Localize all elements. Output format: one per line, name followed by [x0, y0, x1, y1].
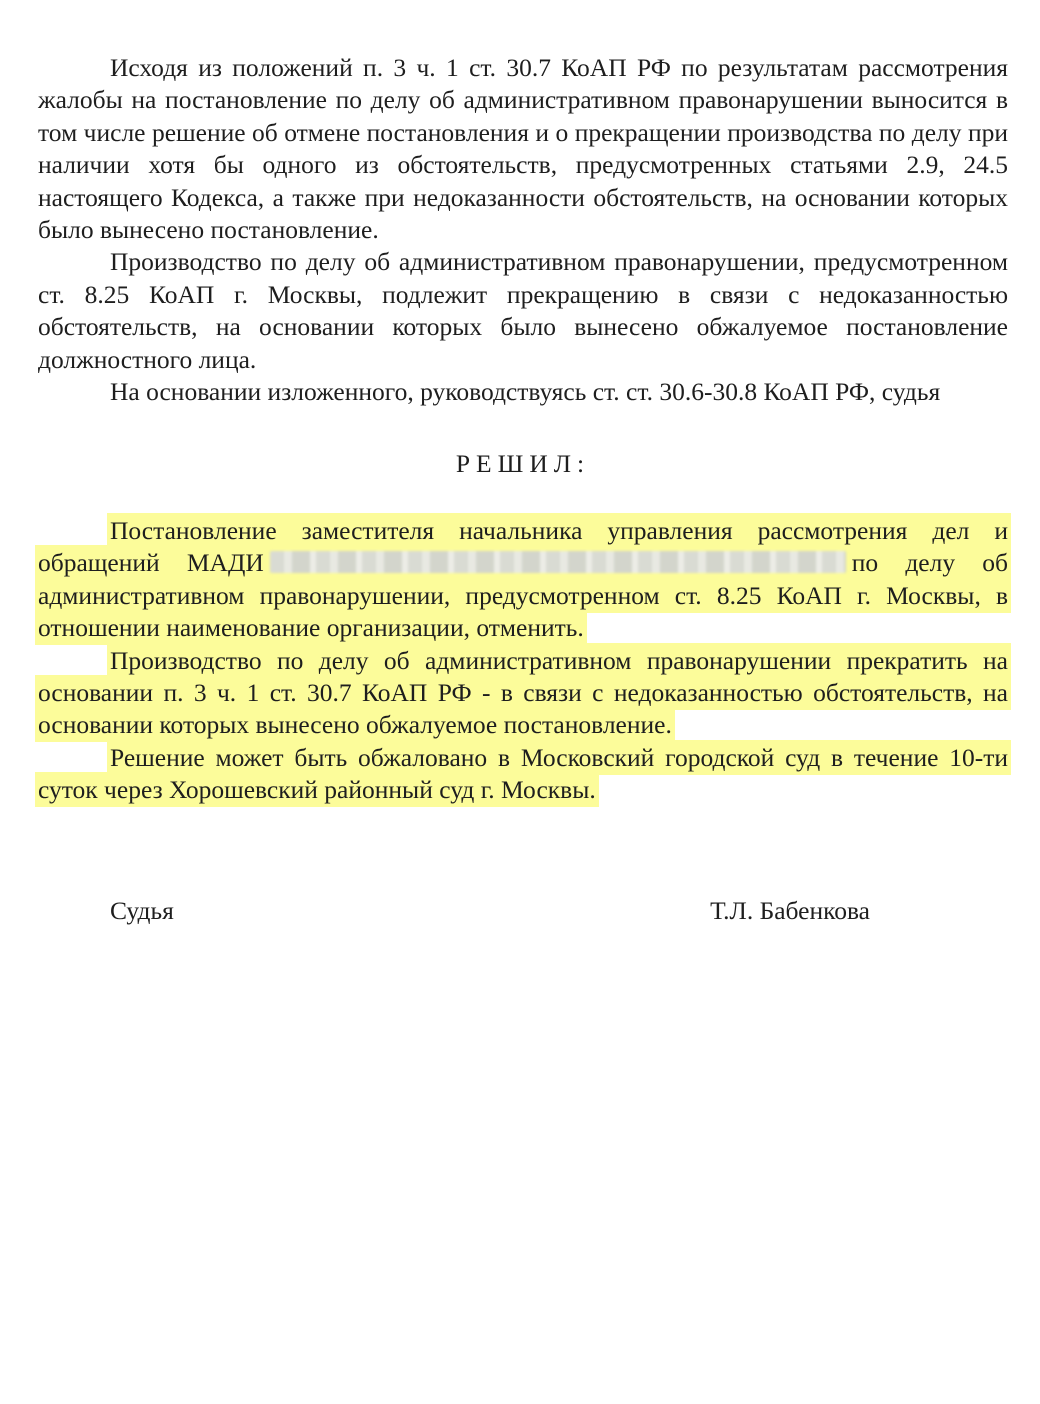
- redacted-block: [270, 551, 846, 573]
- decision-paragraph-terminate: [38, 645, 1008, 742]
- paragraph-legal-basis: Исходя из положений п. 3 ч. 1 ст. 30.7 КоАП РФ по результатам рассмотрения жалобы на постановление по делу об административном правонарушении выносится в том числе решение об отмене постановления и о прекращении производства по делу при наличии хотя бы одного из обстоятельств, предусмотренных статьями 2.9, 24.5 настоящего Кодекса, а также при недоказанности обстоятельств, на основании которых было вынесено постановление.: [38, 53, 1008, 245]
- decision-heading: РЕШИЛ:: [455, 449, 591, 479]
- decision-paragraph-appeal: [38, 742, 1008, 807]
- paragraph-judge-statement: На основании изложенного, руководствуясь ст. ст. 30.6-30.8 КоАП РФ, судья: [110, 377, 941, 407]
- decision-cancel-text-start: Постановление заместителя начальника управления рассмотрения дел и обращений МАДИ: [38, 515, 1008, 578]
- paragraph-termination-grounds: Производство по делу об административном правонарушении, предусмотренном ст. 8.25 КоАП г. Москвы, подлежит прекращению в связи с недоказанностью обстоятельств, на основании которых было вынесено обжалуемое постановление должностного лица.: [38, 247, 1008, 374]
- signature-role: Судья: [110, 896, 174, 925]
- decision-cancel-text-end: по делу об административном правонарушении, предусмотренном ст. 8.25 КоАП г. Москвы, в отношении наименование организации, отменить.: [38, 548, 1008, 643]
- highlight-cancel: [38, 516, 1008, 642]
- signature-name: Т.Л. Бабенкова: [710, 896, 870, 925]
- decision-paragraph-cancel: [38, 515, 1008, 645]
- highlight-appeal: Решение может быть обжаловано в Московский городской суд в течение 10-ти суток через Хорошевский районный суд г. Москвы.: [38, 742, 1008, 805]
- document-body: [38, 52, 1008, 807]
- highlight-terminate: Производство по делу об административном правонарушении прекратить на основании п. 3 ч. 1 ст. 30.7 КоАП РФ - в связи с недоказанностью обстоятельств, на основании которых вынесено обжалуемое постановление.: [38, 645, 1008, 740]
